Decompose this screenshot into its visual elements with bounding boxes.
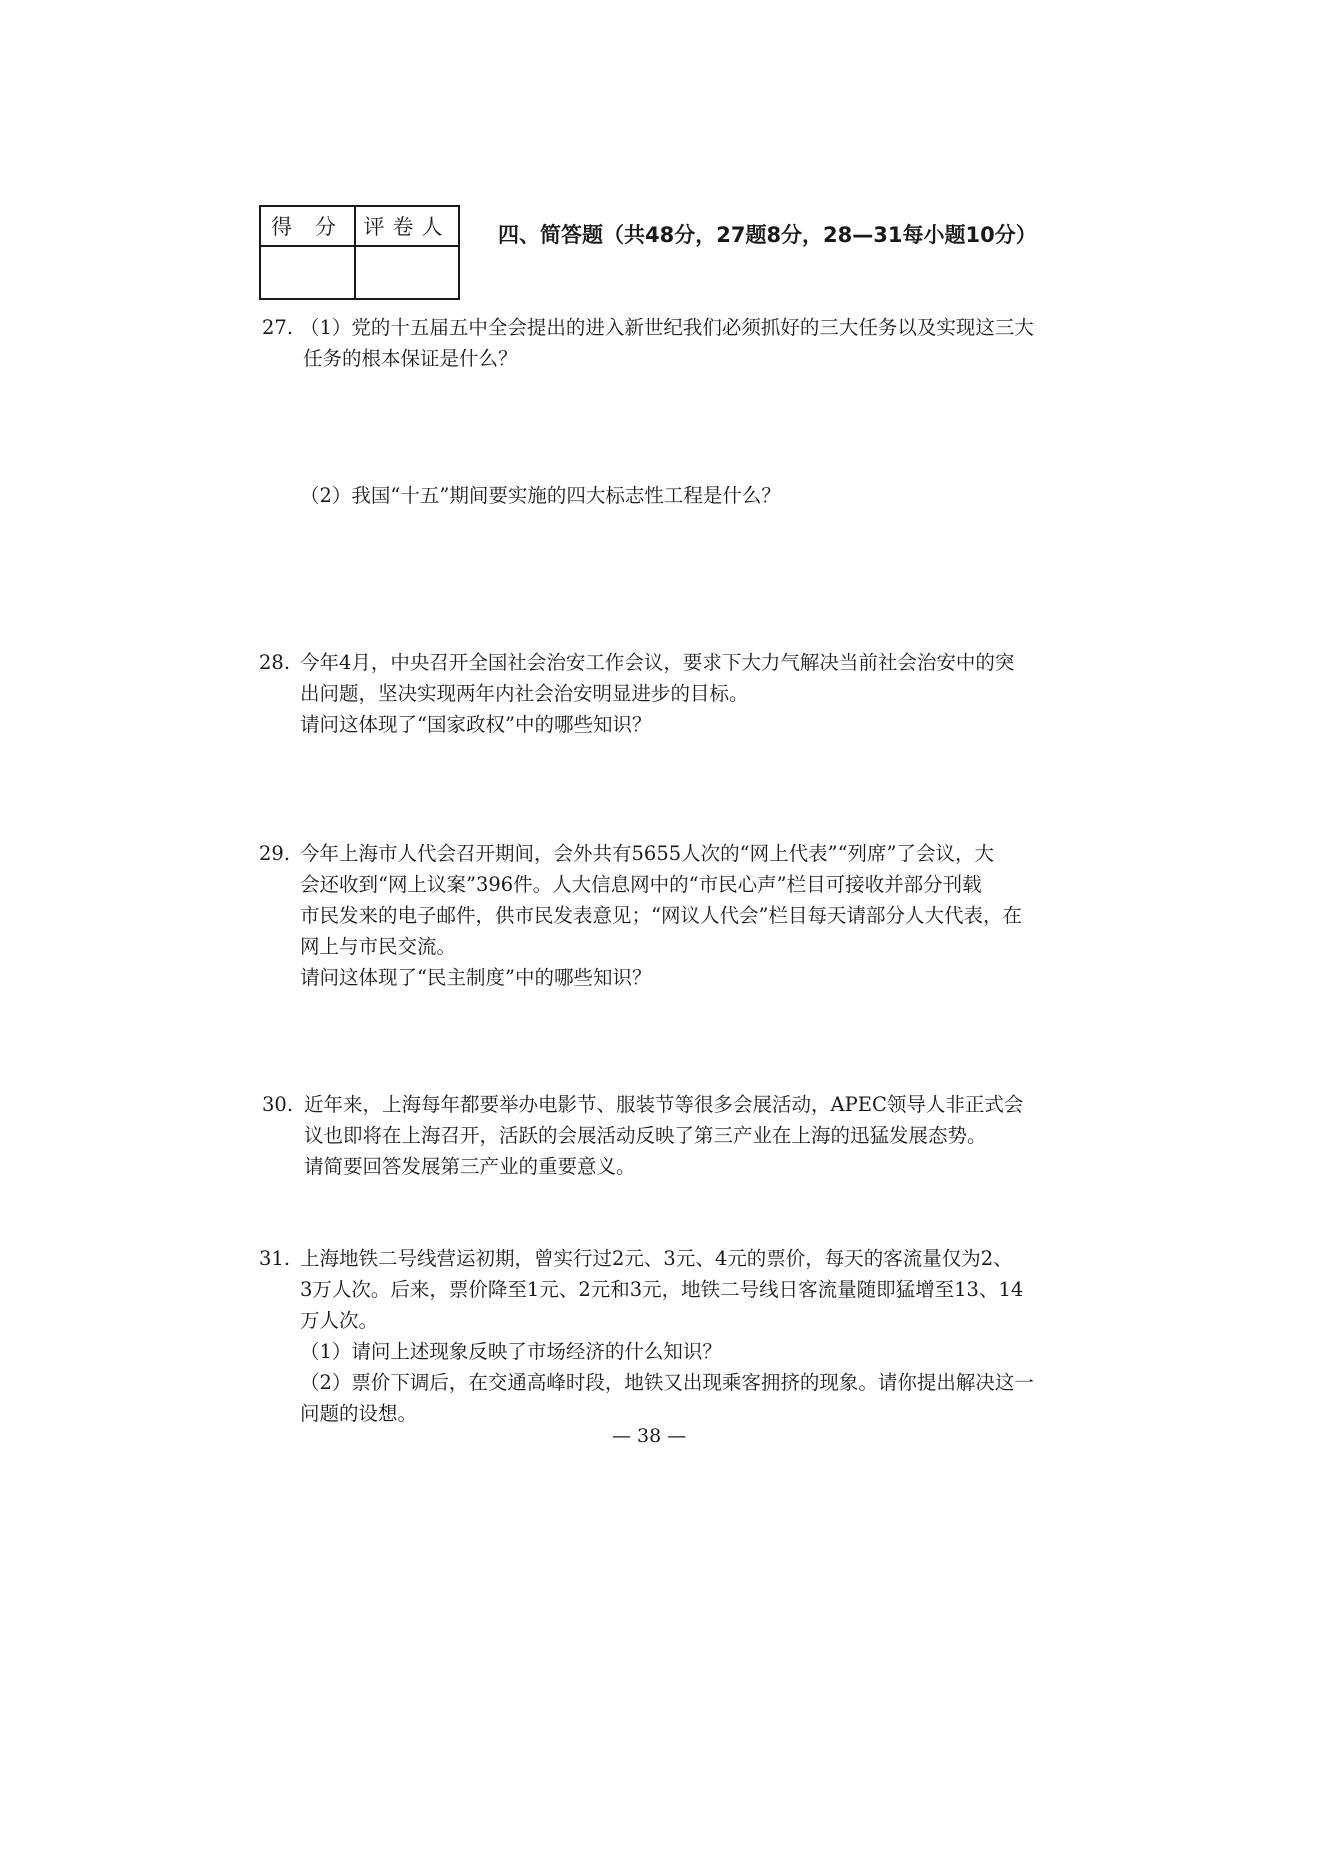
question-line: 网上与市民交流。 — [300, 935, 457, 958]
question-line: （2）我国“十五”期间要实施的四大标志性工程是什么？ — [300, 484, 781, 507]
question-number: 30. — [262, 1093, 294, 1116]
question-number: 27. — [262, 316, 294, 339]
question-line: 出问题，坚决实现两年内社会治安明显进步的目标。 — [300, 682, 749, 705]
score-cell — [260, 246, 355, 299]
page-number: — 38 — — [612, 1425, 687, 1447]
section-title: 四、简答题（共48分，27题8分，28—31每小题10分） — [498, 223, 1037, 247]
question-line: （1）请问上述现象反映了市场经济的什么知识？ — [300, 1340, 722, 1363]
score-box — [259, 205, 460, 300]
question-line: 上海地铁二号线营运初期，曾实行过2元、3元、4元的票价，每天的客流量仅为2、 — [300, 1247, 1013, 1270]
question-line: 3万人次。后来，票价降至1元、2元和3元，地铁二号线日客流量随即猛增至13、14 — [300, 1278, 1024, 1301]
score-label: 得 分 — [260, 206, 355, 246]
question-line: 任务的根本保证是什么？ — [303, 347, 518, 370]
question-line: （1）党的十五届五中全会提出的进入新世纪我们必须抓好的三大任务以及实现这三大 — [300, 316, 1034, 339]
question-line: 请简要回答发展第三产业的重要意义。 — [304, 1155, 636, 1178]
question-line: 请问这体现了“国家政权”中的哪些知识？ — [300, 713, 652, 736]
grader-cell — [355, 246, 459, 299]
question-number: 29. — [259, 842, 291, 865]
question-number: 28. — [259, 651, 291, 674]
question-line: 会还收到“网上议案”396件。人大信息网中的“市民心声”栏目可接收并部分刊载 — [300, 873, 982, 896]
question-number: 31. — [259, 1247, 291, 1270]
grader-label: 评卷人 — [355, 206, 459, 246]
question-line: 今年上海市人代会召开期间，会外共有5655人次的“网上代表”“列席”了会议，大 — [300, 842, 995, 865]
question-line: 市民发来的电子邮件，供市民发表意见；“网议人代会”栏目每天请部分人大代表，在 — [300, 904, 1022, 927]
question-line: 请问这体现了“民主制度”中的哪些知识？ — [300, 966, 652, 989]
question-line: 万人次。 — [300, 1309, 379, 1332]
question-line: 近年来，上海每年都要举办电影节、服装节等很多会展活动，APEC领导人非正式会 — [304, 1093, 1024, 1116]
question-line: 问题的设想。 — [300, 1402, 418, 1425]
question-27-part-2 — [300, 480, 781, 511]
question-line: 今年4月，中央召开全国社会治安工作会议，要求下大力气解决当前社会治安中的突 — [300, 651, 1015, 674]
question-line: （2）票价下调后，在交通高峰时段，地铁又出现乘客拥挤的现象。请你提出解决这一 — [300, 1371, 1034, 1394]
question-line: 议也即将在上海召开，活跃的会展活动反映了第三产业在上海的迅猛发展态势。 — [304, 1124, 987, 1147]
